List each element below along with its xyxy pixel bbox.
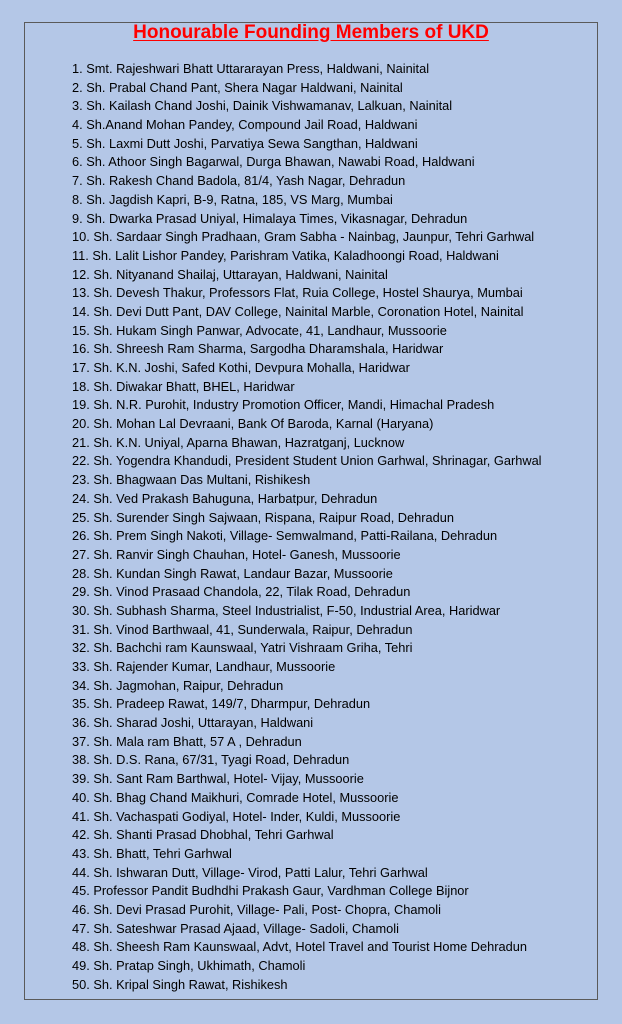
- member-item: 36. Sh. Sharad Joshi, Uttarayan, Haldwani: [72, 715, 314, 731]
- member-item: 49. Sh. Pratap Singh, Ukhimath, Chamoli: [72, 958, 306, 973]
- member-item: 16. Sh. Shreesh Ram Sharma, Sargodha Dharamshala, Haridwar: [72, 341, 444, 357]
- member-item: 27. Sh. Ranvir Singh Chauhan, Hotel- Ganesh, Mussoorie: [72, 546, 401, 562]
- member-item: 11. Sh. Lalit Lishor Pandey, Parishram Vatika, Kaladhoongi Road, Haldwani: [72, 247, 499, 263]
- member-item: 47. Sh. Sateshwar Prasad Ajaad, Village- Sadoli, Chamoli: [72, 920, 399, 936]
- member-item: 1. Smt. Rajeshwari Bhatt Uttararayan Press, Haldwani, Nainital: [72, 61, 430, 76]
- member-item: 40. Sh. Bhag Chand Maikhuri, Comrade Hotel, Mussoorie: [72, 789, 399, 805]
- member-item: 20. Sh. Mohan Lal Devraani, Bank Of Baroda, Karnal (Haryana): [72, 416, 434, 432]
- member-item: 12. Sh. Nityanand Shailaj, Uttarayan, Haldwani, Nainital: [72, 266, 388, 282]
- member-item: 43. Sh. Bhatt, Tehri Garhwal: [72, 845, 232, 861]
- member-item: 9. Sh. Dwarka Prasad Uniyal, Himalaya Times, Vikasnagar, Dehradun: [72, 210, 468, 226]
- member-item: 44. Sh. Ishwaran Dutt, Village- Virod, Patti Lalur, Tehri Garhwal: [72, 864, 428, 880]
- member-item: 3. Sh. Kailash Chand Joshi, Dainik Vishwamanav, Lalkuan, Nainital: [72, 98, 453, 114]
- member-item: 34. Sh. Jagmohan, Raipur, Dehradun: [72, 677, 284, 693]
- member-item: 8. Sh. Jagdish Kapri, B-9, Ratna, 185, VS Marg, Mumbai: [72, 191, 393, 207]
- member-item: 30. Sh. Subhash Sharma, Steel Industrialist, F-50, Industrial Area, Haridwar: [72, 602, 501, 618]
- member-item: 46. Sh. Devi Prasad Purohit, Village- Pali, Post- Chopra, Chamoli: [72, 901, 441, 917]
- member-item: 19. Sh. N.R. Purohit, Industry Promotion Officer, Mandi, Himachal Pradesh: [72, 397, 495, 413]
- member-item: 41. Sh. Vachaspati Godiyal, Hotel- Inder, Kuldi, Mussoorie: [72, 808, 401, 824]
- member-item: 29. Sh. Vinod Prasaad Chandola, 22, Tilak Road, Dehradun: [72, 584, 411, 600]
- member-item: 13. Sh. Devesh Thakur, Professors Flat, Ruia College, Hostel Shaurya, Mumbai: [72, 285, 523, 301]
- member-item: 35. Sh. Pradeep Rawat, 149/7, Dharmpur, Dehradun: [72, 696, 371, 712]
- member-item: 39. Sh. Sant Ram Barthwal, Hotel- Vijay, Mussoorie: [72, 771, 364, 787]
- member-item: 2. Sh. Prabal Chand Pant, Shera Nagar Haldwani, Nainital: [72, 79, 403, 95]
- member-item: 23. Sh. Bhagwaan Das Multani, Rishikesh: [72, 472, 311, 488]
- member-item: 33. Sh. Rajender Kumar, Landhaur, Mussoorie: [72, 659, 336, 674]
- member-item: 5. Sh. Laxmi Dutt Joshi, Parvatiya Sewa Sangthan, Haldwani: [72, 135, 418, 151]
- member-item: 18. Sh. Diwakar Bhatt, BHEL, Haridwar: [72, 378, 295, 394]
- page-title: Honourable Founding Members of UKD: [133, 22, 489, 43]
- members-list: [72, 60, 542, 994]
- member-item: 24. Sh. Ved Prakash Bahuguna, Harbatpur, Dehradun: [72, 490, 378, 506]
- member-item: 32. Sh. Bachchi ram Kaunswaal, Yatri Vishraam Griha, Tehri: [72, 640, 413, 656]
- member-item: 17. Sh. K.N. Joshi, Safed Kothi, Devpura Mohalla, Haridwar: [72, 360, 410, 375]
- member-item: 31. Sh. Vinod Barthwaal, 41, Sunderwala, Raipur, Dehradun: [72, 621, 413, 637]
- member-item: 38. Sh. D.S. Rana, 67/31, Tyagi Road, Dehradun: [72, 752, 350, 768]
- member-item: 4. Sh.Anand Mohan Pandey, Compound Jail Road, Haldwani: [72, 117, 418, 133]
- member-item: 15. Sh. Hukam Singh Panwar, Advocate, 41, Landhaur, Mussoorie: [72, 322, 447, 338]
- member-item: 28. Sh. Kundan Singh Rawat, Landaur Bazar, Mussoorie: [72, 565, 393, 581]
- member-item: 26. Sh. Prem Singh Nakoti, Village- Semwalmand, Patti-Railana, Dehradun: [72, 528, 498, 544]
- member-item: 21. Sh. K.N. Uniyal, Aparna Bhawan, Hazratganj, Lucknow: [72, 434, 405, 450]
- member-item: 42. Sh. Shanti Prasad Dhobhal, Tehri Garhwal: [72, 827, 334, 843]
- member-item: 45. Professor Pandit Budhdhi Prakash Gaur, Vardhman College Bijnor: [72, 883, 469, 899]
- member-item: 22. Sh. Yogendra Khandudi, President Student Union Garhwal, Shrinagar, Garhwal: [72, 453, 542, 469]
- member-item: 50. Sh. Kripal Singh Rawat, Rishikesh: [72, 976, 288, 992]
- member-item: 7. Sh. Rakesh Chand Badola, 81/4, Yash Nagar, Dehradun: [72, 173, 406, 189]
- member-item: 37. Sh. Mala ram Bhatt, 57 A , Dehradun: [72, 733, 302, 749]
- member-item: 48. Sh. Sheesh Ram Kaunswaal, Advt, Hotel Travel and Tourist Home Dehradun: [72, 939, 528, 955]
- member-item: 10. Sh. Sardaar Singh Pradhaan, Gram Sabha - Nainbag, Jaunpur, Tehri Garhwal: [72, 229, 535, 245]
- member-item: 25. Sh. Surender Singh Sajwaan, Rispana, Raipur Road, Dehradun: [72, 509, 455, 525]
- member-item: 6. Sh. Athoor Singh Bagarwal, Durga Bhawan, Nawabi Road, Haldwani: [72, 154, 475, 170]
- member-item: 14. Sh. Devi Dutt Pant, DAV College, Nainital Marble, Coronation Hotel, Nainital: [72, 303, 524, 319]
